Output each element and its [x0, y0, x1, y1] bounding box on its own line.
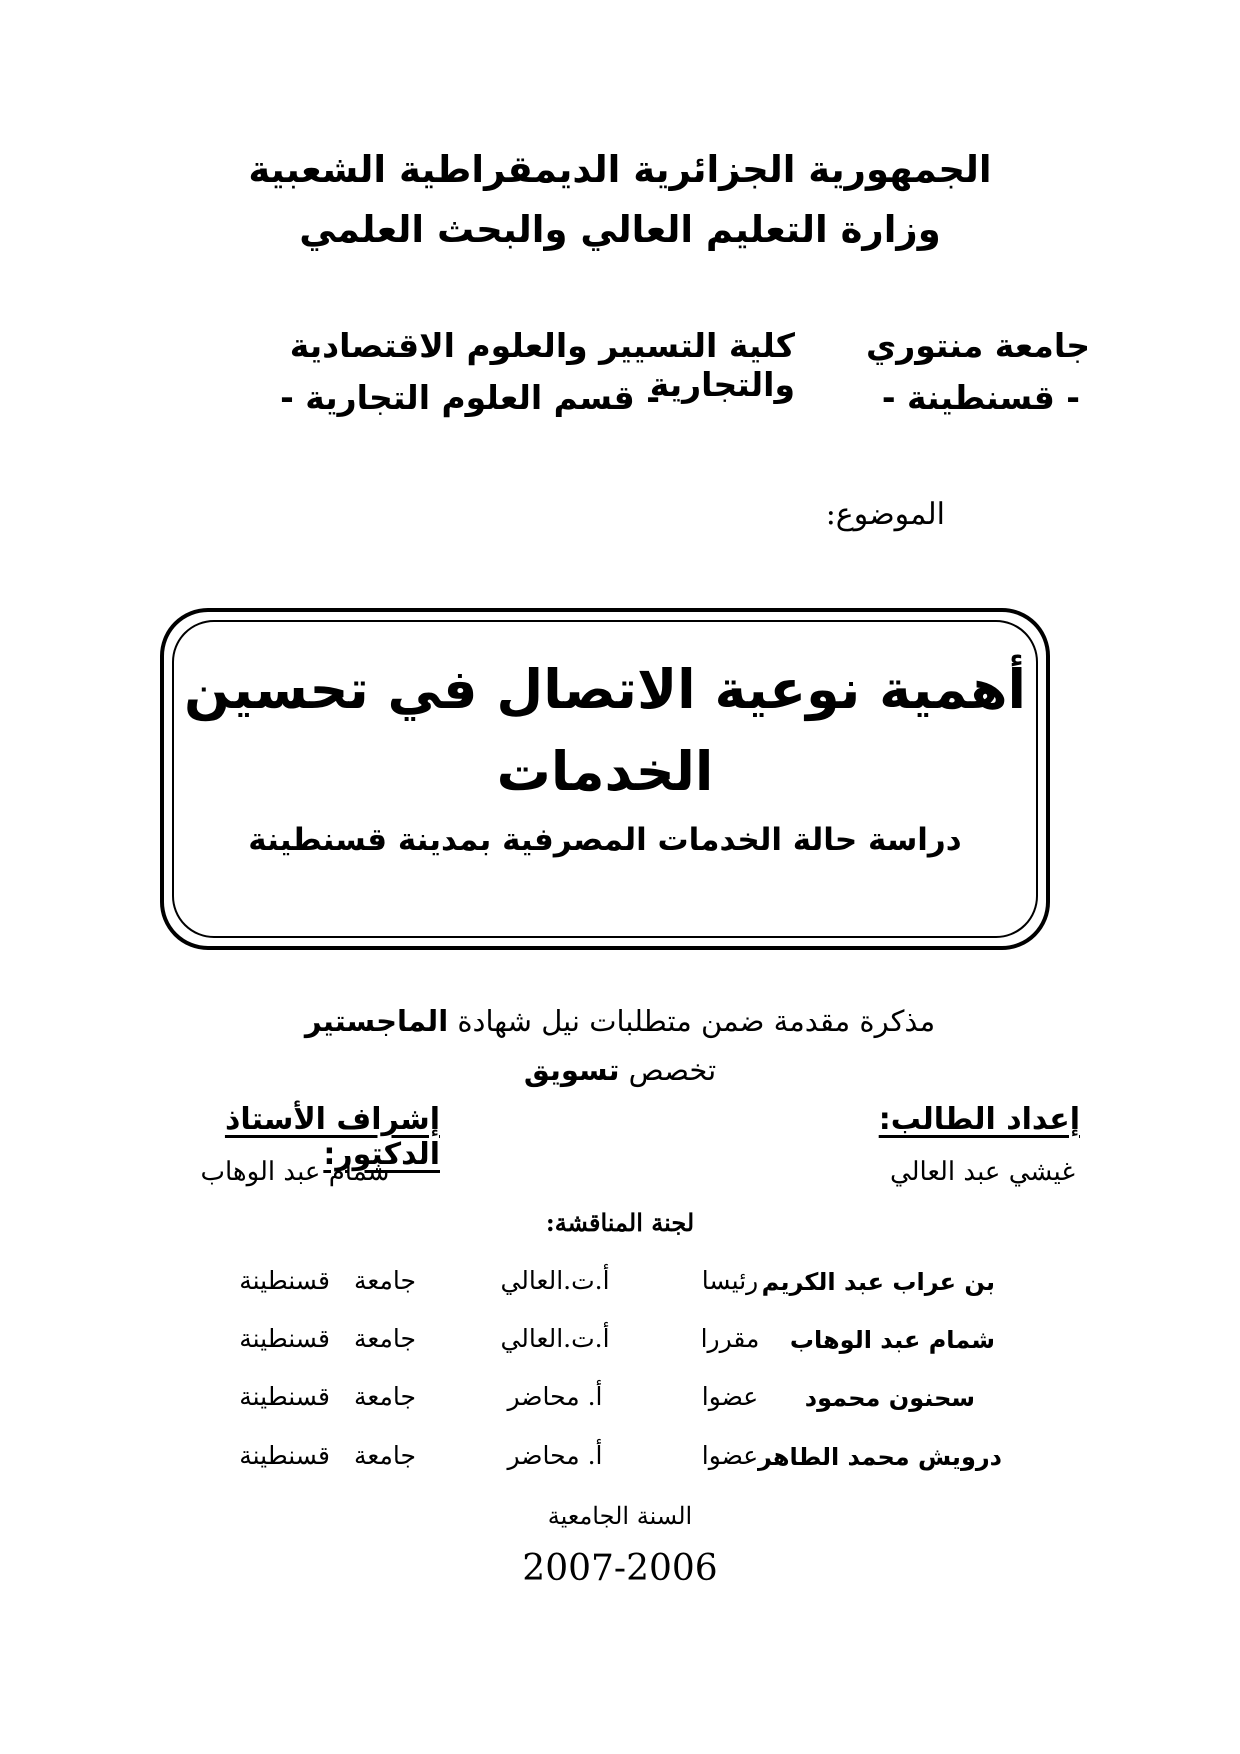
academic-year: 2007-2006	[522, 1548, 718, 1589]
committee-member-rank: أ.ت.العالي	[500, 1266, 610, 1295]
thesis-title-line1: أهمية نوعية الاتصال في تحسين	[183, 658, 1027, 721]
university-city: - قسنطينة -	[881, 378, 1080, 417]
committee-member-name: درويش محمد الطاهر	[757, 1443, 1002, 1471]
committee-label: لجنة المناقشة:	[545, 1208, 695, 1237]
committee-member-role: عضوا	[701, 1441, 759, 1470]
supervisor-name: شمام عبد الوهاب	[200, 1157, 390, 1187]
specialization-prefix: تخصص	[628, 1053, 717, 1087]
committee-member-city: قسنطينة	[239, 1441, 330, 1470]
committee-member-name: شمام عبد الوهاب	[789, 1326, 995, 1354]
ministry-title: وزارة التعليم العالي والبحث العلمي	[299, 208, 941, 251]
committee-member-rank: أ.ت.العالي	[500, 1324, 610, 1353]
specialization-name: تسويق	[523, 1053, 620, 1087]
degree-statement	[250, 1004, 990, 1038]
committee-member-city: قسنطينة	[239, 1324, 330, 1353]
committee-member-city: قسنطينة	[239, 1266, 330, 1295]
republic-title: الجمهورية الجزائرية الديمقراطية الشعبية	[248, 148, 992, 191]
department-name: - قسم العلوم التجارية -	[280, 378, 660, 417]
committee-member-role: رئيسا	[701, 1266, 759, 1295]
student-label: إعداد الطالب:	[878, 1102, 1080, 1137]
committee-member-role: عضوا	[701, 1382, 759, 1411]
faculty-name: كلية التسيير والعلوم الاقتصادية والتجارية	[289, 326, 795, 404]
university-name: جامعة منتوري	[865, 326, 1090, 365]
academic-year-label: السنة الجامعية	[547, 1502, 693, 1530]
committee-member-name: سحنون محمود	[804, 1384, 975, 1412]
supervisor-label: إشراف الأستاذ الدكتور:	[224, 1102, 440, 1172]
committee-member-rank: أ. محاضر	[507, 1382, 603, 1411]
committee-member-city: قسنطينة	[239, 1382, 330, 1411]
committee-member-role: مقررا	[700, 1324, 760, 1353]
degree-name: الماجستير	[304, 1004, 449, 1038]
subject-label: الموضوع:	[825, 497, 945, 532]
thesis-title-line2: الخدمات	[496, 740, 714, 803]
committee-member-institution: جامعة	[354, 1324, 416, 1353]
committee-member-institution: جامعة	[354, 1382, 416, 1411]
degree-prefix: مذكرة مقدمة ضمن متطلبات نيل شهادة	[457, 1004, 936, 1038]
committee-member-institution: جامعة	[354, 1441, 416, 1470]
committee-member-rank: أ. محاضر	[507, 1441, 603, 1470]
student-name: غيشي عبد العالي	[889, 1157, 1075, 1187]
specialization	[400, 1053, 840, 1087]
thesis-subtitle: دراسة حالة الخدمات المصرفية بمدينة قسنطينة	[248, 822, 962, 858]
committee-member-name: بن عراب عبد الكريم	[761, 1268, 995, 1296]
committee-member-institution: جامعة	[354, 1266, 416, 1295]
